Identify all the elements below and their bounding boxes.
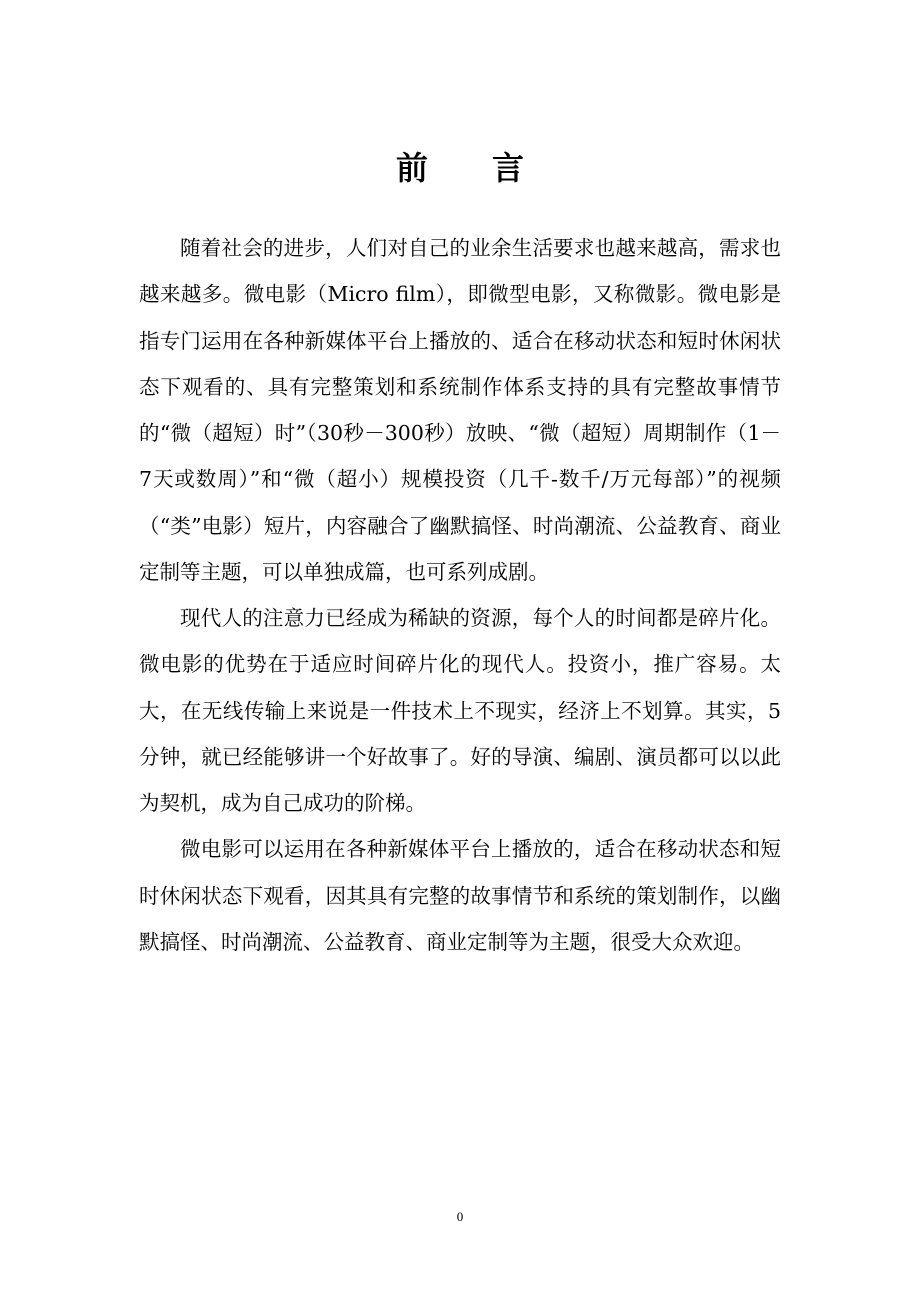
paragraph-1: 随着社会的进步，人们对自己的业余生活要求也越来越高，需求也越来越多。微电影（Micro film），即微型电影，又称微影。微电影是指专门运用在各种新媒体平台上播放的、适合在移动状态和短时休闲状态下观看的、具有完整策划和系统制作体系支持的具有完整故事情节的“微（超短）时”（30秒－300秒）放映、“微（超短）周期制作（1－7天或数周）”和“微（超小）规模投资（几千-数千/万元每部）”的视频（“类”电影）短片，内容融合了幽默搞怪、时尚潮流、公益教育、商业定制等主题，可以单独成篇，也可系列成剧。 [139,236,781,584]
paragraph-2: 现代人的注意力已经成为稀缺的资源，每个人的时间都是碎片化。微电影的优势在于适应时间碎片化的现代人。投资小，推广容易。太大，在无线传输上来说是一件技术上不现实，经济上不划算。其实，5分钟，就已经能够讲一个好故事了。好的导演、编剧、演员都可以以此为契机，成为自己成功的阶梯。 [139,606,781,815]
paragraph-3: 微电影可以运用在各种新媒体平台上播放的，适合在移动状态和短时休闲状态下观看，因其具有完整的故事情节和系统的策划制作，以幽默搞怪、时尚潮流、公益教育、商业定制等为主题，很受大众欢迎。 [139,837,781,954]
page-title: 前言 [395,149,588,187]
body-text [139,225,781,965]
page-number: 0 [456,1209,464,1224]
